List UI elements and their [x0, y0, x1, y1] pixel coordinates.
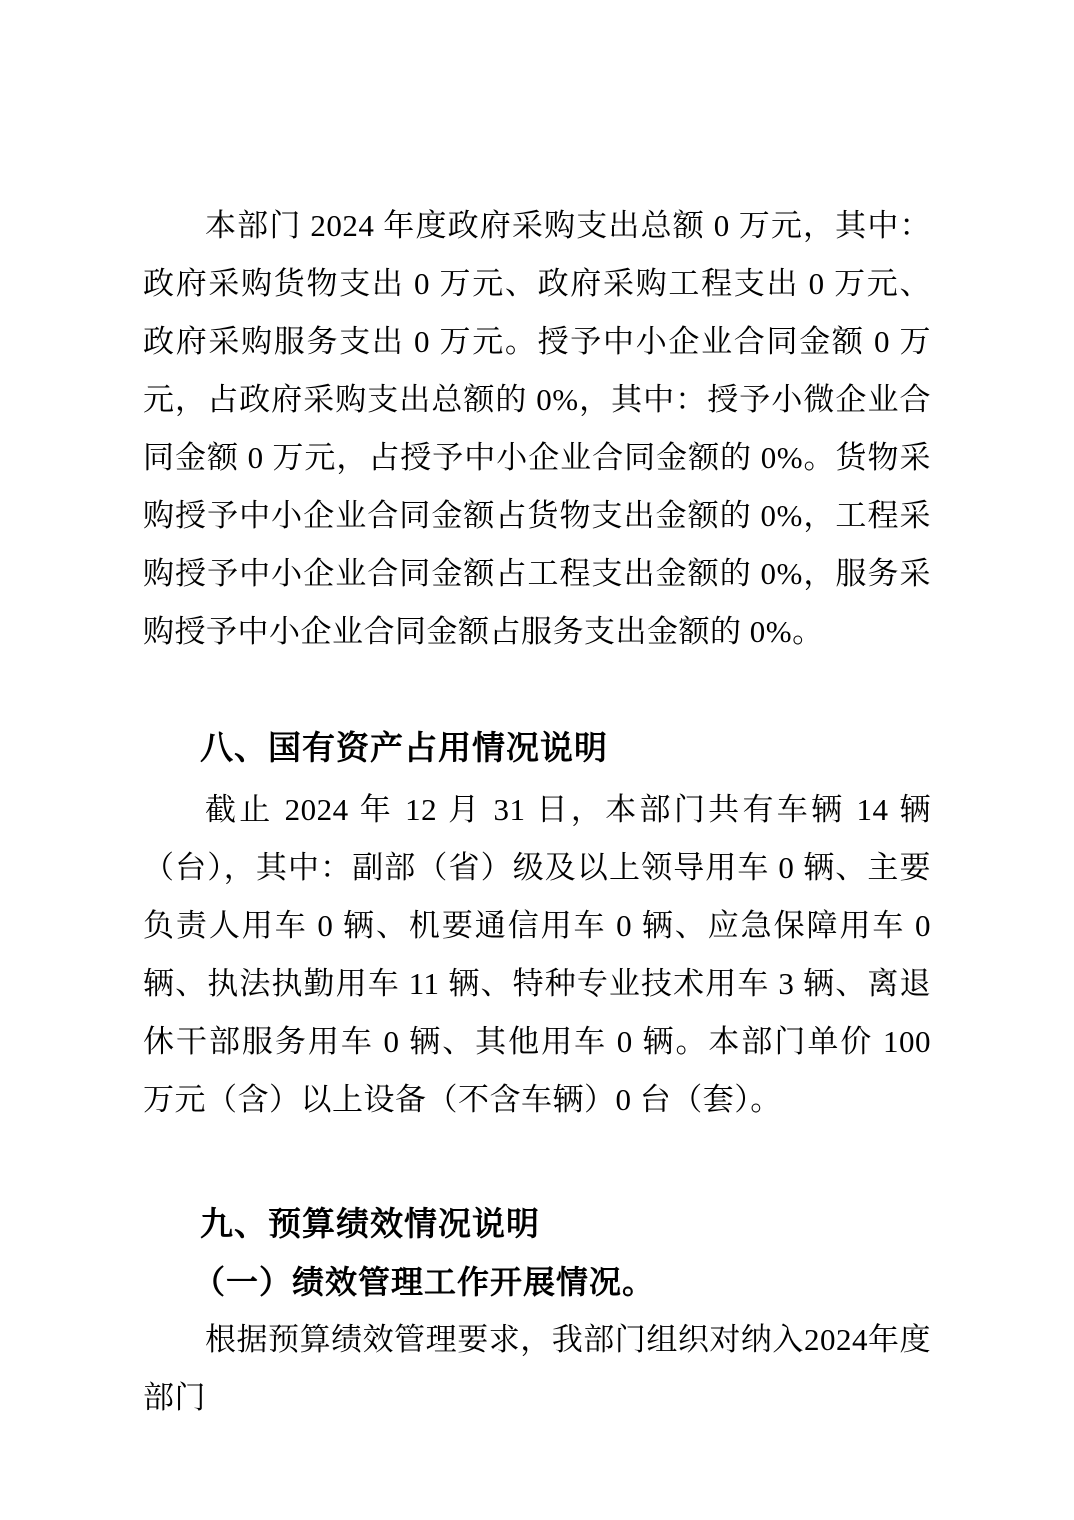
- section-heading-budget-performance: 九、预算绩效情况说明: [200, 1205, 540, 1242]
- section-heading-state-assets: 八、国有资产占用情况说明: [200, 729, 608, 766]
- subheading-performance-management: （一）绩效管理工作开展情况。: [193, 1264, 656, 1300]
- document-content: [143, 197, 931, 1427]
- paragraph-government-procurement: 本部门 2024 年度政府采购支出总额 0 万元，其中：政府采购货物支出 0 万元、政府采购工程支出 0 万元、政府采购服务支出 0 万元。授予中小企业合同金额 0 万元，占政府采购支出总额的 0%，其中：授予小微企业合同金额 0 万元，占授予中小企业合同金额的 0%。货物采购授予中小企业合同金额占货物支出金额的 0%，工程采购授予中小企业合同金额占工程支出金额的 0%，服务采购授予中小企业合同金额占服务支出金额的 0%。: [143, 208, 931, 649]
- paragraph-performance-management: 根据预算绩效管理要求，我部门组织对纳入2024年度部门: [143, 1322, 931, 1415]
- paragraph-state-assets: 截止 2024 年 12 月 31 日，本部门共有车辆 14 辆（台），其中：副部（省）级及以上领导用车 0 辆、主要负责人用车 0 辆、机要通信用车 0 辆、应急保障用车 0 辆、执法执勤用车 11 辆、特种专业技术用车 3 辆、离退休干部服务用车 0 辆、其他用车 0 辆。本部门单价 100 万元（含）以上设备（不含车辆）0 台（套）。: [143, 792, 931, 1117]
